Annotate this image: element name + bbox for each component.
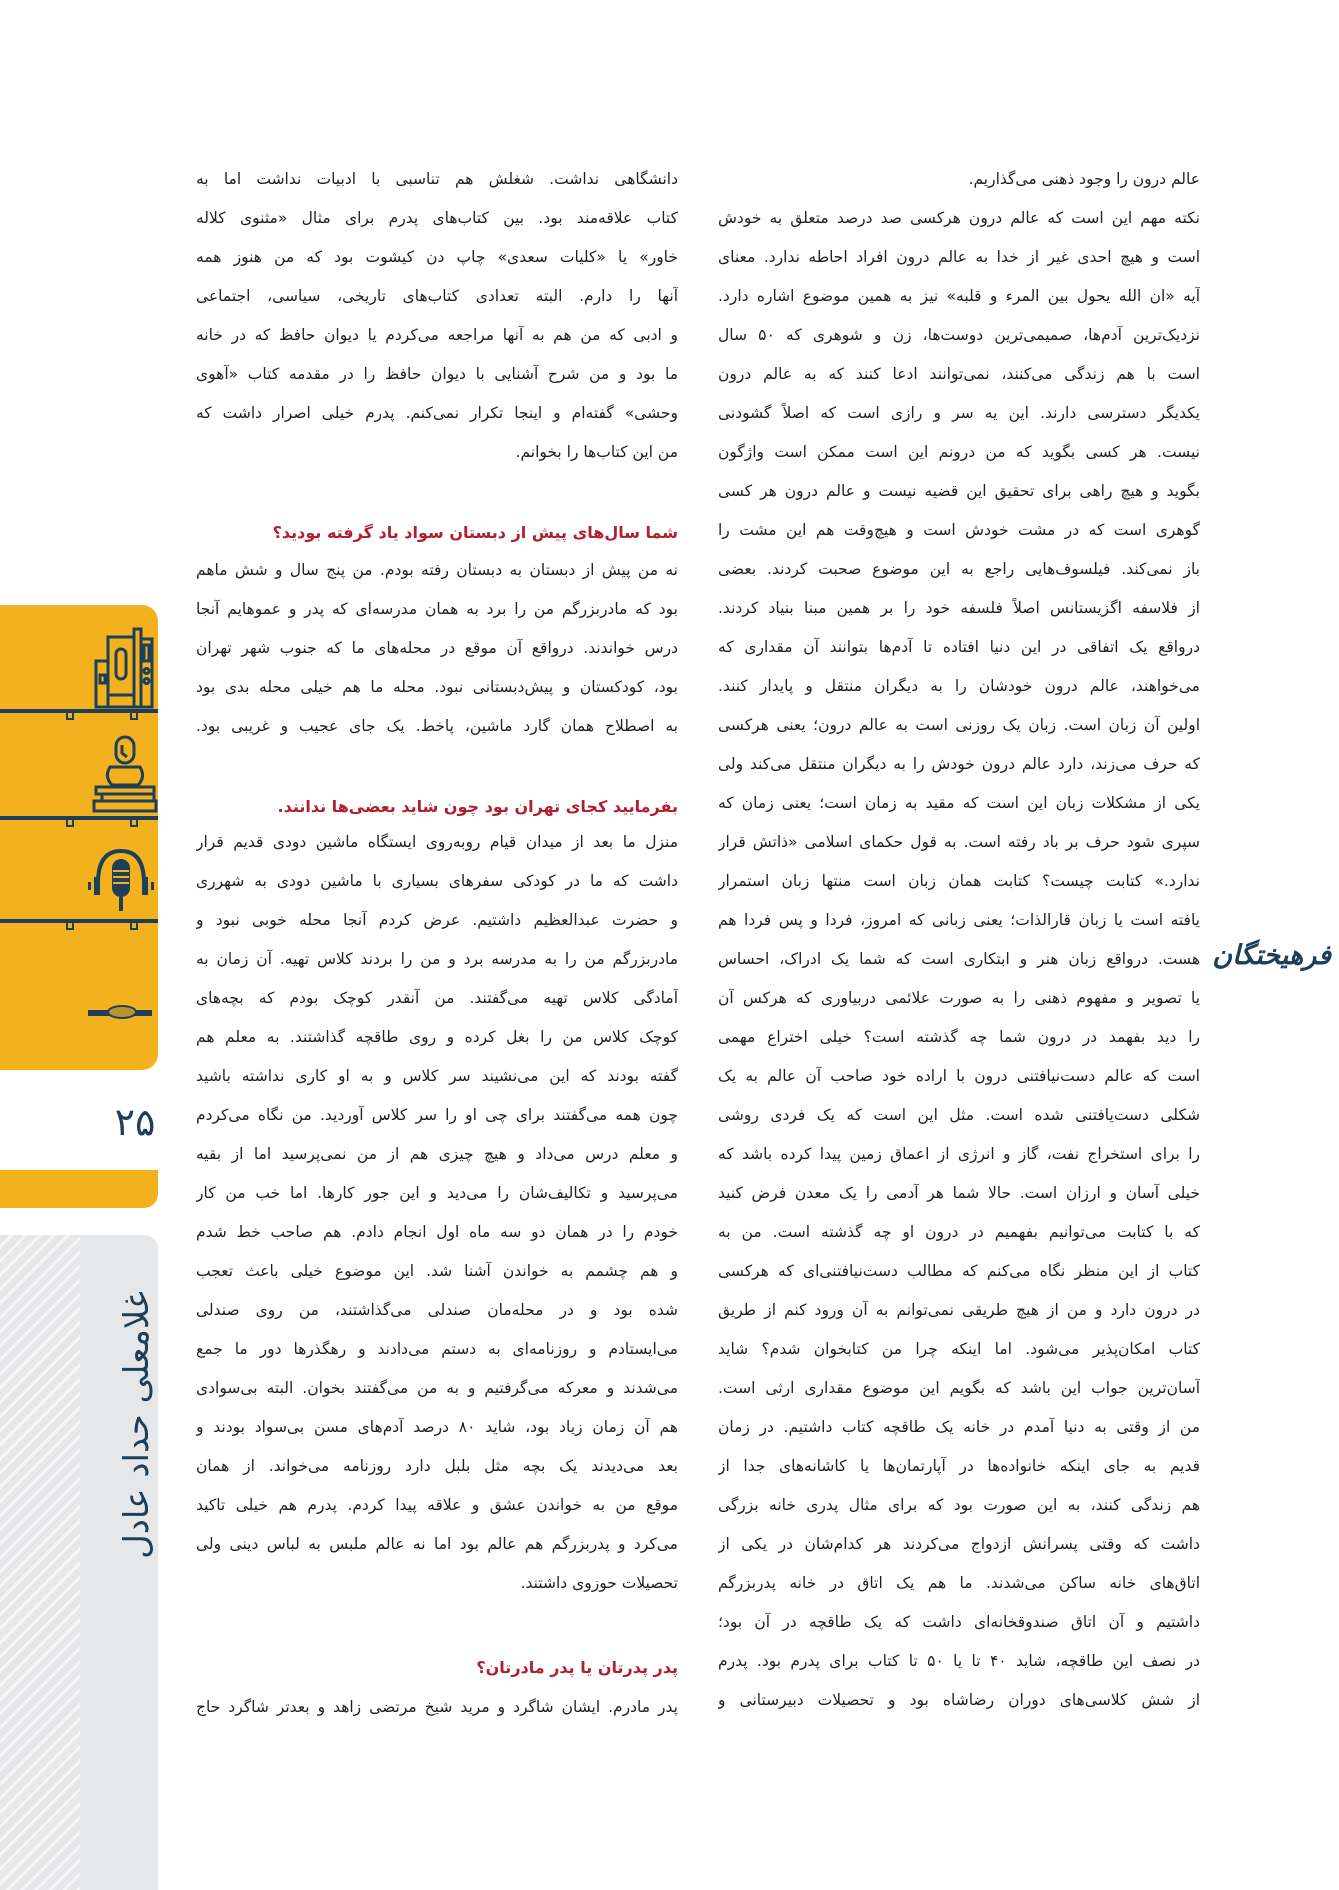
text-line: بود که مادربزرگم من را برد به همان مدرسه‌ای که پدر و عموهایم آنجا	[196, 600, 678, 618]
text-line: یکدیگر دسترسی دارند. این یه سر و رازی است که اصلاً گشودنی	[718, 404, 1200, 422]
text-line: را دید بفهمد در درون شما چه گذشته است؟ خیلی اختراع مهمی	[718, 1028, 1200, 1046]
text-line: داشتیم و آن اتاق صندوقخانه‌ای داشت که یک طاقچه در آن بود؛	[718, 1613, 1200, 1631]
text-line: من از وقتی به دنیا آمدم در خانه یک طاقچه کتاب داشتیم. در زمان	[718, 1418, 1200, 1436]
text-line: نیست. هر کسی بگوید که من درونم این است ممکن است واژگون	[718, 443, 1200, 461]
text-line: چون همه می‌گفتند برای چی او را سر کلاس آوردید. من نگاه می‌کردم	[196, 1106, 678, 1124]
magazine-logo: فرهیختگان	[1212, 940, 1331, 971]
text-line: دانشگاهی نداشت. شغلش هم تناسبی با ادبیات نداشت اما به	[196, 170, 678, 188]
text-line: به اصطلاح همان گارد ماشین، پاخط. یک جای عجیب و غریبی بود.	[196, 717, 678, 735]
text-line: را برای استخراج نفت، گاز و انرژی از اعماق زمین پیدا کرده باشد که	[718, 1145, 1200, 1163]
text-line: در نصف این طاقچه، شاید ۴۰ تا یا ۵۰ تا کتاب برای پدرم بود. پدرم	[718, 1652, 1200, 1670]
text-line: خودم را در همان دو سه ماه اول انجام دادم. هم صاحب خط شدم	[196, 1223, 678, 1241]
text-line: از شش کلاسی‌های دوران رضاشاه بود و تحصیلات دبیرستانی و	[718, 1691, 1200, 1709]
text-line: یکی از مشکلات زبان این است که مقید به زمان است؛ یعنی زمان که	[718, 794, 1200, 812]
shelf-peg	[66, 923, 74, 930]
text-line: اولین آن زبان است. زبان یک روزنی است به عالم درون؛ یعنی هرکسی	[718, 716, 1200, 734]
text-line: ندارد.» کتابت چیست؟ کتابت همان زبان است منتها زبان استمرار	[718, 872, 1200, 890]
text-line: هم آن زمان زیاد بود، شاید ۸۰ درصد آدم‌های مسن بی‌سواد بودند و	[196, 1418, 678, 1436]
text-line: شکلی دست‌یافتنی شده است. مثل این است که یک فردی روشی	[718, 1106, 1200, 1124]
text-line: آمادگی کلاس تهیه می‌گفتند. من آنقدر کوچک بودم که بچه‌های	[196, 989, 678, 1007]
supplement-logo	[88, 1005, 152, 1019]
text-line: موقع من به خواندن عشق و علاقه پیدا کردم. پدرم هم خیلی تاکید	[196, 1496, 678, 1514]
text-line: کتاب امکان‌پذیر می‌شود. اما اینکه چرا من کتابخوان شدم؟ شاید	[718, 1340, 1200, 1358]
text-line: تحصیلات حوزوی داشتند.	[520, 1574, 678, 1592]
text-line: است که عالم دست‌نیافتنی درون با اراده خود صاحب آن عالم به یک	[718, 1067, 1200, 1085]
text-line: اتاق‌های خانه ساکن می‌شدند. ما هم یک اتاق در خانه پدربزرگم	[718, 1574, 1200, 1592]
diagonal-stripes	[0, 1235, 80, 1890]
interview-question: بفرمایید کجای تهران بود چون شاید بعضی‌ها ندانند.	[277, 797, 678, 816]
text-line: می‌کرد و پدربزرگم هم عالم بود اما نه عالم ملبس به لباس دینی ولی	[196, 1535, 678, 1553]
text-line: پدر مادرم. ایشان شاگرد و مرید شیخ مرتضی زاهد و بعدتر شاگرد حاج	[196, 1698, 678, 1716]
text-line: من این کتاب‌ها را بخوانم.	[515, 443, 678, 461]
text-line: آسان‌ترین جواب این باشد که بگویم این موضوع مقداری ارثی است.	[718, 1379, 1200, 1397]
text-line: وحشی» گفته‌ام و اینجا تکرار نمی‌کنم. پدرم خیلی اصرار داشت که	[196, 404, 678, 422]
books-icon	[92, 625, 154, 709]
podcast-microphone-icon	[86, 843, 156, 915]
text-line: هست. درواقع زبان هنر و ابتکاری است که شما یک ادراک، احساس	[718, 950, 1200, 968]
text-line: شده بود و در محله‌مان صندلی می‌گذاشتند، من روی صندلی	[196, 1301, 678, 1319]
text-line: یافته است یا زبان قارالذات؛ یعنی زبانی که امروز، فردا و پس فردا هم	[718, 911, 1200, 929]
cactus-pot-icon	[92, 733, 158, 815]
text-line: یا تصویر و مفهوم ذهنی را به صورت علائمی دربیاوری که هرکس آن	[718, 989, 1200, 1007]
text-line: می‌ایستادم و روزنامه‌ای به دستم می‌دادند و رهگذرها دور ما جمع	[196, 1340, 678, 1358]
author-name: غلامعلی حداد عادل	[117, 1291, 157, 1559]
shelf-peg	[66, 713, 74, 720]
text-line: از فلاسفه اگزیستانس اصلاً فلسفه خود را بر همین مبنا بنیاد کردند.	[718, 599, 1200, 617]
text-line: بعد می‌دیدند یک بچه مثل بلبل دارد روزنامه می‌خواند. از همان	[196, 1457, 678, 1475]
text-line: داشت که ما در کودکی سفرهای بسیاری با ماشین دودی به شهرری	[196, 872, 678, 890]
text-line: و هم چشمم به خواندن آشنا شد. این موضوع خیلی باعث تعجب	[196, 1262, 678, 1280]
shelf-peg	[66, 820, 74, 827]
shelf-peg	[130, 923, 138, 930]
text-line: کتاب از این منظر نگاه می‌کنم که مطالب دست‌نیافتنی‌ای که هرکسی	[718, 1262, 1200, 1280]
shelf-peg	[130, 820, 138, 827]
text-line: درواقع یک اتفاقی در این دنیا افتاده تا آدم‌ها بتوانند آن مقداری که	[718, 638, 1200, 656]
shelf-peg	[130, 713, 138, 720]
text-line: نه من پیش از دبستان به دبستان رفته بودم. من پنج سال و شش ماهم	[196, 561, 678, 579]
text-line: سپری شود حرف بر باد رفته است. به قول حکمای اسلامی «ذاتش قرار	[718, 833, 1200, 851]
text-line: قدیم به جای اینکه خانواده‌ها در آپارتمان‌ها یا کاشانه‌های جدا از	[718, 1457, 1200, 1475]
text-line: کوچک کلاس من را بغل کرده و روی طاقچه گذاشتند. به معلم هم	[196, 1028, 678, 1046]
text-line: می‌شدند و معرکه می‌گرفتیم و به من می‌گفتند بخوان. البته بی‌سوادی	[196, 1379, 678, 1397]
text-line: مادربزرگم من را به مدرسه برد و من را بردند کلاس تهیه. آن زمان به	[196, 950, 678, 968]
text-line: خاور» یا «کلیات سعدی» چاپ دن کیشوت بود که من هنوز همه	[196, 248, 678, 266]
text-line: که حرف می‌زند، دارد عالم درون خودش را به دیگران منتقل می‌کند ولی	[718, 755, 1200, 773]
page-number: ۲۵	[114, 1100, 156, 1144]
text-line: آیه «ان الله یحول بین المرء و قلبه» نیز به همین موضوع اشاره دارد.	[718, 287, 1200, 305]
text-line: و معلم درس می‌داد و هیچ چیزی هم از من نمی‌پرسید اما از بقیه	[196, 1145, 678, 1163]
text-line: گوهری است که در مشت خودش است و هیچ‌وقت هم این مشت را	[718, 521, 1200, 539]
text-line: در درون دارد و من از هیچ طریقی نمی‌توانم به آن ورود کنم از طریق	[718, 1301, 1200, 1319]
text-line: می‌خواهند، عالم درون خودشان را به دیگران منتقل و پایدار کنند.	[718, 677, 1200, 695]
text-line: آنها را دارم. البته تعدادی کتاب‌های تاریخی، سیاسی، اجتماعی	[196, 287, 678, 305]
text-line: می‌پرسید و تکالیف‌شان را می‌دید و این جور کارها. اما خب من کار	[196, 1184, 678, 1202]
interview-question: شما سال‌های پیش از دبستان سواد یاد گرفته بودید؟	[272, 523, 678, 542]
text-line: منزل ما بعد از میدان قیام روبه‌روی ایستگاه ماشین دودی قدیم قرار	[196, 833, 678, 851]
text-line: کتاب علاقه‌مند بود. بین کتاب‌های پدرم برای مثال «مثنوی کلاله	[196, 209, 678, 227]
text-line: است با هم زندگی می‌کنند، نمی‌توانند ادعا کنند که به عالم درون	[718, 365, 1200, 383]
text-line: که با کتابت می‌توانیم بفهمیم در درون او چه گذشته است. من به	[718, 1223, 1200, 1241]
text-line: بگوید و هیچ راهی برای تحقیق این قضیه نیست و عالم درون هر کسی	[718, 482, 1200, 500]
text-line: نزدیک‌ترین آدم‌ها، صمیمی‌ترین دوست‌ها، زن و شوهری که ۵۰ سال	[718, 326, 1200, 344]
text-line: درس خواندند. درواقع آن موقع در محله‌های ما که جنوب شهر تهران	[196, 639, 678, 657]
text-line: است و هیچ احدی غیر از خدا به عالم درون افراد احاطه ندارد. معنای	[718, 248, 1200, 266]
text-line: و ادبی که من هم به آنها مراجعه می‌کردم یا دیوان حافظ که در خانه	[196, 326, 678, 344]
section-tab	[0, 605, 158, 1070]
text-line: هم زندگی کنند، به این صورت بود که برای مثال پدری خانه بزرگی	[718, 1496, 1200, 1514]
text-line: نکته مهم این است که عالم درون هرکسی صد درصد متعلق به خودش	[718, 209, 1200, 227]
text-line: داشت که وقتی پسرانش ازدواج می‌کردند هر کدام‌شان در یکی از	[718, 1535, 1200, 1553]
interview-question: پدر پدرتان یا پدر مادرتان؟	[476, 1658, 678, 1677]
text-line: ما بود و من شرح آشنایی با دیوان حافظ را در مقدمه کتاب «آهوی	[196, 365, 678, 383]
text-line: بود، کودکستان و پیش‌دبستانی نبود. محله ما هم خیلی محله بدی بود	[196, 678, 678, 696]
accent-strip	[0, 1170, 158, 1208]
text-line: عالم درون را وجود ذهنی می‌گذاریم.	[968, 170, 1200, 188]
text-line: گفته بودند که این می‌نشیند سر کلاس و به او کاری نداشته باشید	[196, 1067, 678, 1085]
text-line: باز نمی‌کند. فیلسوف‌هایی راجع به این موضوع صحبت کردند. بعضی	[718, 560, 1200, 578]
text-line: خیلی آسان و ارزان است. حالا شما هر آدمی را یک معدن فرض کنید	[718, 1184, 1200, 1202]
text-line: و حضرت عبدالعظیم داشتیم. عرض کردم آنجا محله خوبی نبود و	[196, 911, 678, 929]
